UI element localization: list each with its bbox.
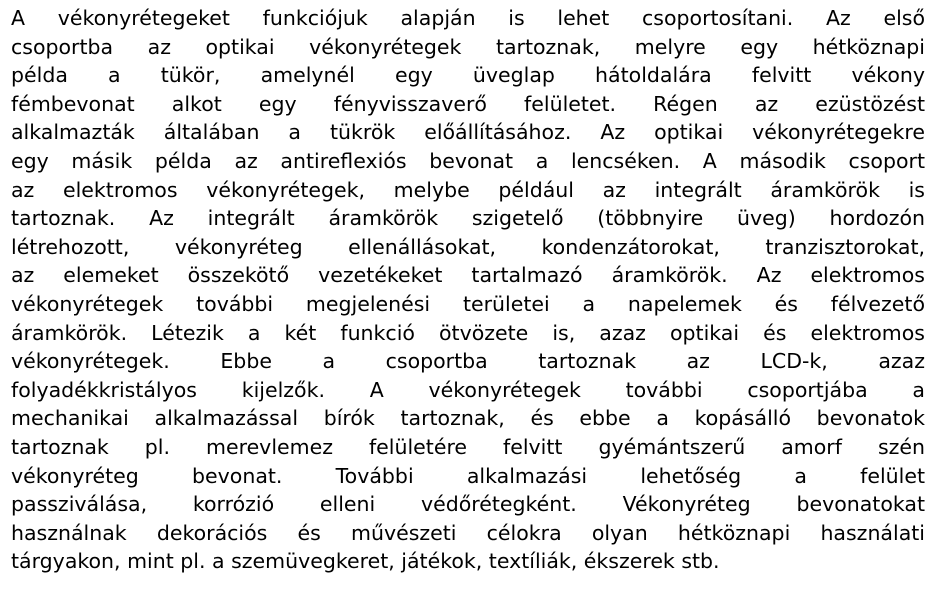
body-paragraph — [11, 4, 925, 576]
text-line: tárgyakon, mint pl. a szemüvegkeret, játékok, textíliák, ékszerek stb. — [11, 549, 720, 574]
text-line: tartoznak. Az integrált áramkörök szigetelő (többnyire üveg) hordozón — [11, 206, 925, 231]
text-line: tartoznak pl. merevlemez felületére felvitt gyémántszerű amorf szén — [11, 434, 925, 459]
text-line: passziválása, korrózió elleni védőrétegként. Vékonyréteg bevonatokat — [11, 492, 925, 517]
text-line: vékonyrétegek. Ebbe a csoportba tartoznak az LCD-k, azaz — [11, 349, 925, 374]
text-line: folyadékkristályos kijelzők. A vékonyrétegek további csoportjába a — [11, 377, 925, 402]
text-line: alkalmazták általában a tükrök előállításához. Az optikai vékonyrétegekre — [11, 120, 925, 145]
text-line: vékonyrétegek további megjelenési területei a napelemek és félvezető — [11, 291, 925, 316]
text-line: az elektromos vékonyrétegek, melybe például az integrált áramkörök is — [11, 177, 925, 202]
text-line: egy másik példa az antireflexiós bevonat a lencséken. A második csoport — [11, 148, 925, 173]
text-line: mechanikai alkalmazással bírók tartoznak, és ebbe a kopásálló bevonatok — [11, 406, 925, 431]
text-line: példa a tükör, amelynél egy üveglap hátoldalára felvitt vékony — [11, 63, 925, 88]
text-line: csoportba az optikai vékonyrétegek tartoznak, melyre egy hétköznapi — [11, 34, 925, 59]
text-line: az elemeket összekötő vezetékeket tartalmazó áramkörök. Az elektromos — [11, 263, 925, 288]
text-line: vékonyréteg bevonat. További alkalmazási lehetőség a felület — [11, 463, 925, 488]
text-line: használnak dekorációs és művészeti célokra olyan hétköznapi használati — [11, 520, 925, 545]
text-line: fémbevonat alkot egy fényvisszaverő felületet. Régen az ezüstözést — [11, 91, 925, 116]
text-line: létrehozott, vékonyréteg ellenállásokat, kondenzátorokat, tranzisztorokat, — [11, 234, 925, 259]
text-line: A vékonyrétegeket funkciójuk alapján is lehet csoportosítani. Az első — [11, 6, 925, 30]
text-line: áramkörök. Létezik a két funkció ötvözete is, azaz optikai és elektromos — [11, 320, 925, 345]
